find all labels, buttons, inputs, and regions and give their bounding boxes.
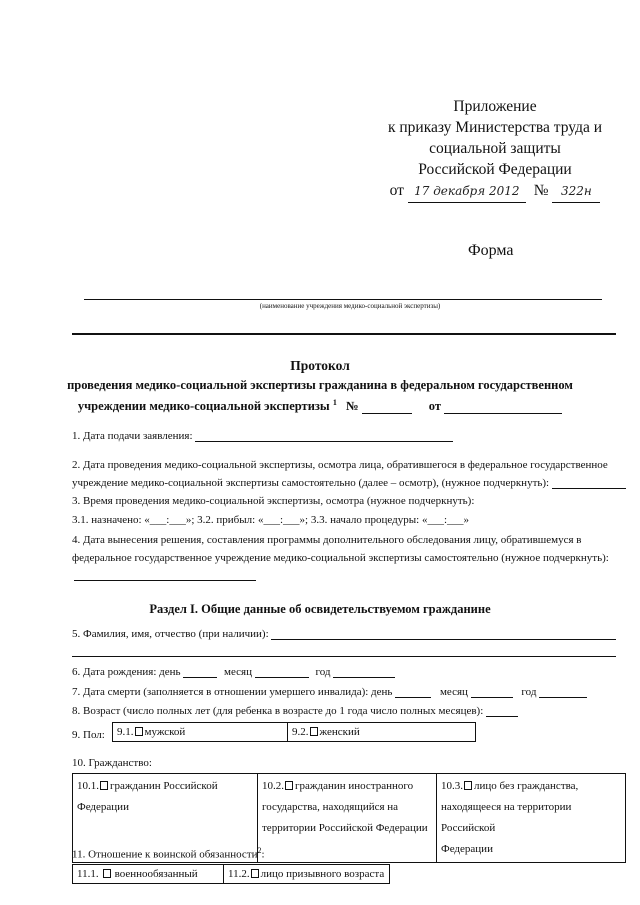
item-1-label: 1. Дата подачи заявления: xyxy=(72,430,193,442)
protocol-line-2-text: учреждении медико-социальной экспертизы xyxy=(77,399,330,414)
military-option-conscript[interactable] xyxy=(224,865,390,884)
checkbox-icon[interactable] xyxy=(103,869,111,878)
full-name-field[interactable] xyxy=(271,628,616,640)
gender-option-male[interactable] xyxy=(113,723,288,742)
death-day-field[interactable] xyxy=(395,686,431,698)
gender-table xyxy=(112,722,476,742)
footnote-1: 1 xyxy=(332,398,337,407)
footnote-2: 2 xyxy=(257,846,262,855)
citizenship-stateless-text-2: находящееся на территории Российской xyxy=(441,801,572,834)
death-day-label: 7. Дата смерти (заполняется в отношении умершего инвалида): день xyxy=(72,686,393,698)
item-2b xyxy=(72,477,626,489)
form-label: Форма xyxy=(468,242,514,259)
military-liable-number: 11.1. xyxy=(77,868,99,880)
appendix-line-2: к приказу Министерства труда и xyxy=(387,119,603,136)
citizenship-option-foreign[interactable] xyxy=(258,774,437,863)
appendix-line-4: Российской Федерации xyxy=(418,161,572,178)
exam-date-field[interactable] xyxy=(552,477,626,489)
item-7 xyxy=(72,686,587,698)
gender-female-number: 9.2. xyxy=(292,726,309,738)
protocol-title: Протокол xyxy=(290,358,350,373)
death-month-label: месяц xyxy=(439,686,468,698)
citizenship-stateless-text-3: Федерации xyxy=(441,843,493,855)
citizenship-stateless-text-1: лицо без гражданства, xyxy=(474,780,579,792)
appendix-line-1: Приложение xyxy=(453,98,537,115)
item-4a: 4. Дата вынесения решения, составления программы дополнительного обследования лицу, обратившемуся в xyxy=(72,534,582,546)
gender-female-label: женский xyxy=(319,726,360,738)
citizenship-foreign-text-2: государства, находящийся на xyxy=(262,801,399,813)
citizenship-foreign-number: 10.2. xyxy=(262,780,284,792)
checkbox-icon[interactable] xyxy=(251,869,259,878)
order-number-sign: № xyxy=(533,182,549,199)
military-conscript-label: лицо призывного возраста xyxy=(260,868,385,880)
military-liable-label: военнообязанный xyxy=(114,868,198,880)
citizenship-rf-text-2: Федерации xyxy=(77,801,129,813)
item-8-label: 8. Возраст (число полных лет (для ребенка в возрасте до 1 года число полных месяцев): xyxy=(72,705,484,717)
citizenship-rf-number: 10.1. xyxy=(77,780,99,792)
birth-year-label: год xyxy=(315,666,331,678)
protocol-line-2 xyxy=(0,398,640,414)
order-prefix: от xyxy=(389,182,404,199)
checkbox-icon[interactable] xyxy=(464,781,472,790)
citizenship-foreign-text-3: территории Российской Федерации xyxy=(262,822,428,834)
age-field[interactable] xyxy=(486,705,518,717)
protocol-date-field[interactable] xyxy=(444,402,562,414)
citizenship-rf-text-1: гражданин Российской xyxy=(110,780,218,792)
item-2a: 2. Дата проведения медико-социальной экспертизы, осмотра лица, обратившегося в федеральное государственное xyxy=(72,459,608,471)
institution-line xyxy=(84,299,602,300)
military-option-liable[interactable] xyxy=(73,865,224,884)
birth-month-label: месяц xyxy=(224,666,252,678)
handwritten-number: 322н xyxy=(552,181,600,203)
gender-male-number: 9.1. xyxy=(117,726,134,738)
death-month-field[interactable] xyxy=(471,686,513,698)
birth-month-field[interactable] xyxy=(255,666,309,678)
appendix-line-3: социальной защиты xyxy=(429,140,561,157)
birth-day-label: 6. Дата рождения: день xyxy=(72,666,181,678)
gender-option-female[interactable] xyxy=(288,723,476,742)
protocol-number-field[interactable] xyxy=(362,402,412,414)
citizenship-foreign-text-1: гражданин иностранного xyxy=(295,780,414,792)
checkbox-icon[interactable] xyxy=(310,727,318,736)
full-name-field-line-2[interactable] xyxy=(72,656,616,657)
checkbox-icon[interactable] xyxy=(285,781,293,790)
item-5 xyxy=(72,628,616,640)
item-4b: федеральное государственное учреждение медико-социальной экспертизы самостоятельно (нужное подчеркнуть): xyxy=(72,552,609,564)
item-5-label: 5. Фамилия, имя, отчество (при наличии): xyxy=(72,628,269,640)
item-10-label: 10. Гражданство: xyxy=(72,757,152,769)
appendix-block xyxy=(360,96,630,202)
item-1 xyxy=(72,430,453,442)
birth-year-field[interactable] xyxy=(333,666,395,678)
protocol-line-1: проведения медико-социальной экспертизы гражданина в федеральном государственном xyxy=(67,378,573,392)
decision-date-field[interactable] xyxy=(74,580,256,581)
military-table xyxy=(72,864,390,884)
gender-male-label: мужской xyxy=(144,726,186,738)
citizenship-stateless-number: 10.3. xyxy=(441,780,463,792)
item-11-label: 11. Отношение к воинской обязанности xyxy=(72,848,258,861)
institution-caption: (наименование учреждения медико-социальной экспертизы) xyxy=(259,302,441,310)
military-conscript-number: 11.2. xyxy=(228,868,250,880)
protocol-num-sign: № xyxy=(345,399,359,414)
death-year-label: год xyxy=(521,686,537,698)
handwritten-date: 17 декабря 2012 xyxy=(408,181,526,203)
protocol-from: от xyxy=(428,399,441,414)
item-11-colon: : xyxy=(261,848,265,861)
item-11 xyxy=(72,846,265,861)
checkbox-icon[interactable] xyxy=(135,727,143,736)
thick-divider xyxy=(72,333,616,335)
section-1-title: Раздел I. Общие данные об освидетельствуемом гражданине xyxy=(149,602,491,616)
order-line xyxy=(360,180,630,202)
item-8 xyxy=(72,705,518,717)
item-3: 3. Время проведения медико-социальной экспертизы, осмотра (нужное подчеркнуть): xyxy=(72,495,475,507)
item-3-1: 3.1. назначено: «___:___»; 3.2. прибыл: «___:___»; 3.3. начало процедуры: «___:___» xyxy=(72,514,470,526)
checkbox-icon[interactable] xyxy=(100,781,108,790)
item-2b-label: учреждение медико-социальной экспертизы самостоятельно (далее – осмотр), (нужное подчеркнуть): xyxy=(72,477,550,489)
birth-day-field[interactable] xyxy=(183,666,217,678)
item-9-label: 9. Пол: xyxy=(72,729,105,741)
item-6 xyxy=(72,666,395,678)
application-date-field[interactable] xyxy=(195,430,453,442)
death-year-field[interactable] xyxy=(539,686,587,698)
citizenship-option-stateless[interactable] xyxy=(437,774,626,863)
